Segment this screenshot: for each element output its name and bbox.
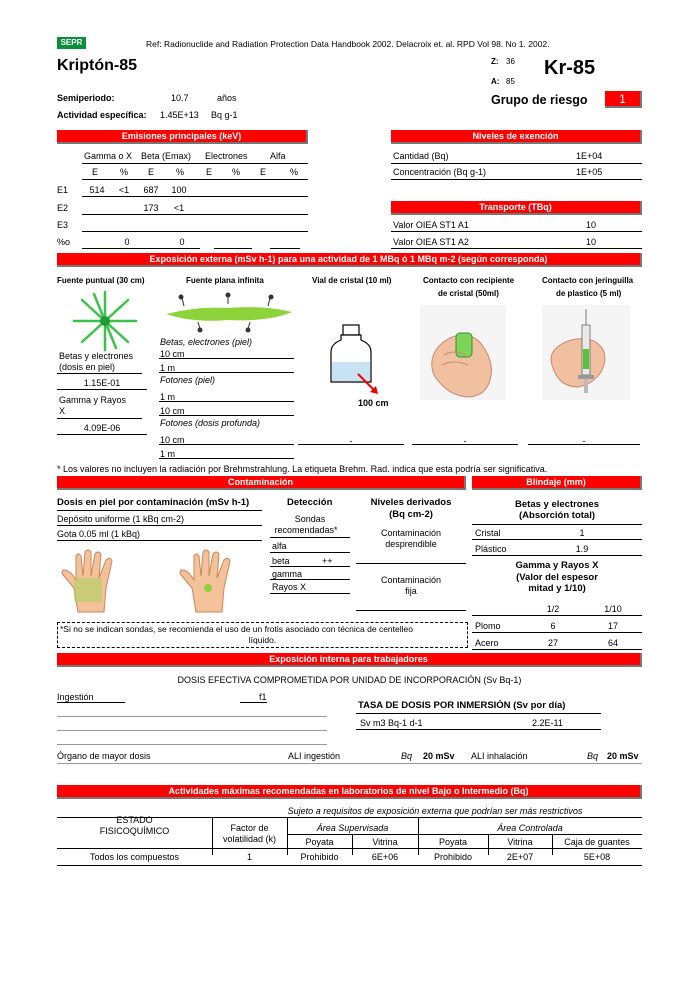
row-label: E1 [57,185,69,195]
state-label: ESTADO [116,815,153,825]
col-electrons: Electrones [205,151,248,161]
activity-label: Actividad específica: [57,110,147,120]
probes-label: Sondas [294,514,326,524]
fixed-label-2: fija [405,586,417,596]
shield-glass-label: Cristal [475,528,501,538]
shield-plastic-label: Plástico [475,544,507,554]
z-value: 36 [506,57,515,66]
cell: Prohibido [300,852,339,862]
internal-subtitle: DOSIS EFECTIVA COMPROMETIDA POR UNIDAD DE INCORPORACIÓN (Sv Bq-1) [177,675,522,685]
cell: 687 [143,185,159,195]
cell: Prohibido [433,852,473,862]
shield-lead-tenth: 17 [607,621,618,631]
hand-uniform-icon [54,548,134,614]
nuclide-symbol: Kr-85 [544,57,596,79]
shield-beta-sub: (Absorción total) [519,510,595,521]
source-vial: Vial de cristal (10 ml) [312,276,392,285]
d10-label: 10 cm [160,406,185,416]
gamma-dose-label: Gamma y Rayos [59,395,127,405]
col-poyata: Poyata [438,837,468,847]
cell: 0 [124,237,130,247]
shield-plastic-value: 1.9 [575,544,589,554]
cell: 173 [143,203,159,213]
exemption-label: Concentración (Bq g-1) [393,167,487,177]
sub-pct: % [175,167,184,177]
transport-value: 10 [586,237,597,247]
col-poyata: Poyata [305,837,334,847]
sepr-logo: SEPR [57,37,86,49]
activities-title: Actividades máximas recomendadas en laboratorios de nivel Bajo o Intermedio (Bq) [57,785,642,799]
source-plane: Fuente plana infinita [186,276,264,285]
exemption-label: Cantidad (Bq) [393,151,449,161]
immersion-value: 2.2E-11 [532,718,563,728]
controlled-area: Área Controlada [497,823,563,833]
exemption-title: Niveles de exención [391,130,642,144]
d10-label: 10 cm [160,435,185,445]
ali-ingestion-unit: Bq [401,751,413,761]
shield-half: 1/2 [546,604,560,614]
beta-dose-label: Betas y electrones [59,351,134,361]
ali-inhalation-label: ALI inhalación [471,751,528,761]
beta-dose-value: 1.15E-01 [83,378,121,388]
external-note: * Los valores no incluyen la radiación por Brehmstrahlung. La etiqueta Brehm. Rad. indica que esta podría ser significativa. [57,464,548,474]
shield-gamma-sub-2: mitad y 1/10) [528,583,586,594]
cell: 514 [89,185,105,195]
cell: <1 [173,203,185,213]
probes-label-2: recomendadas* [274,525,338,535]
half-life-label: Semiperiodo: [57,93,115,103]
hand-drop-icon [172,548,252,614]
shield-steel-label: Acero [475,638,499,648]
footnote-2: líquido. [248,635,277,645]
syringe-icon [542,305,630,400]
activities-subtitle: Sujeto a requisitos de exposición externa que podrían ser más restrictivos [287,806,583,816]
risk-label: Grupo de riesgo [491,93,588,107]
sub-e: E [91,167,98,177]
gamma-dose-value: 4.09E-06 [83,423,121,433]
cell: 5E+08 [583,852,611,862]
sub-e: E [205,167,212,177]
probe-xray: Rayos X [272,582,307,592]
shielding-title: Blindaje (mm) [472,476,642,490]
immersion-title: TASA DE DOSIS POR INMERSIÓN (Sv por día) [358,700,566,711]
ali-inhalation-value: 20 mSv [607,751,639,761]
sub-pct: % [289,167,298,177]
volatility-value: 1 [246,852,252,862]
exemption-value: 1E+04 [576,151,603,161]
sub-pct: % [231,167,240,177]
removable-label-2: desprendible [385,539,437,549]
shield-steel-tenth: 64 [607,638,618,648]
d10-label: 10 cm [160,349,185,359]
shield-tenth: 1/10 [604,604,622,614]
point-source-icon [64,290,146,352]
exemption-value: 1E+05 [576,167,603,177]
source-syringe-2: de plastico (5 ml) [556,289,622,298]
emissions-title: Emisiones principales (keV) [57,130,308,144]
col-beta: Beta (Emax) [141,151,192,161]
supervised-area: Área Supervisada [316,823,389,833]
source-container-2: de cristal (50ml) [438,289,499,298]
container-contact-icon [420,305,506,400]
compound-label: Todos los compuestos [89,852,180,862]
volatility-label-2: volatilidad (k) [222,834,277,844]
z-label: Z: [491,57,499,66]
row-label: E3 [57,220,69,230]
page-title: Kriptón-85 [57,57,137,74]
ali-inhalation-unit: Bq [587,751,599,761]
ali-ingestion-label: ALI ingestión [288,751,341,761]
col-alpha: Alfa [270,151,286,161]
cell: 100 [171,185,187,195]
internal-title: Exposición interna para trabajadores [57,653,642,667]
probe-alpha: alfa [272,541,287,551]
cell: 6E+06 [371,852,399,862]
row-label: E2 [57,203,69,213]
probe-gamma: gamma [272,569,303,579]
d1-label: 1 m [160,363,176,373]
beta-dose-label-2: (dosis en piel) [59,362,116,372]
shield-beta-title: Betas y electrones [515,499,599,510]
d1-label: 1 m [160,392,176,402]
cell: <1 [118,185,130,195]
ali-ingestion-value: 20 mSv [423,751,455,761]
row-label: %o [57,237,71,247]
ingestion-label: Ingestión [57,692,94,702]
shield-gamma-sub: (Valor del espesor [516,572,598,583]
removable-label: Contaminación [380,528,442,538]
probe-beta-mark: ++ [322,556,333,566]
risk-badge: 1 [605,91,642,108]
shield-glass-value: 1 [579,528,585,538]
sub-pct: % [119,167,128,177]
sub-e: E [259,167,266,177]
transport-title: Transporte (TBq) [391,201,642,215]
d1-label: 1 m [160,449,176,459]
activity-unit: Bq g-1 [211,110,238,120]
external-title: Exposición externa (mSv h-1) para una actividad de 1 MBq ó 1 MBq m-2 (según corresponda) [57,253,642,267]
organ-label: Órgano de mayor dosis [57,751,151,761]
probe-beta: beta [272,556,290,566]
vial-distance: 100 cm [358,398,389,408]
shield-steel-half: 27 [547,638,558,648]
activity-value: 1.45E+13 [160,110,199,120]
transport-label: Valor OIEA ST1 A2 [393,237,469,247]
container-dose: - [463,436,467,446]
fixed-label: Contaminación [380,575,442,585]
drop: Gota 0.05 ml (1 kBq) [57,529,141,539]
plane-beta-label: Betas, electrones (piel) [160,337,253,347]
source-point: Fuente puntual (30 cm) [57,276,145,285]
syringe-dose: - [582,436,586,446]
source-container: Contacto con recipiente [423,276,515,285]
plane-photon-deep-label: Fotones (dosis profunda) [160,418,261,428]
col-vitrina: Vitrina [507,837,533,847]
state-label-2: FISICOQUÍMICO [99,826,170,836]
transport-label: Valor OIEA ST1 A1 [393,220,469,230]
derived-levels-title: Niveles derivados [370,497,452,508]
half-life-value: 10.7 [171,93,189,103]
a-value: 85 [506,77,515,86]
reference: Ref: Radionuclide and Radiation Protection Data Handbook 2002. Delacroix et. al. RPD Vol 98. No 1. 2002. [146,39,550,49]
cell: 0 [179,237,185,247]
derived-levels-unit: (Bq cm-2) [389,509,433,520]
f1-label: f1 [259,692,267,702]
shield-lead-label: Plomo [475,621,501,631]
transport-value: 10 [586,220,597,230]
shield-gamma-title: Gamma y Rayos X [515,560,599,571]
sub-e: E [147,167,154,177]
shield-lead-half: 6 [550,621,556,631]
col-glovebox: Caja de guantes [564,837,630,847]
a-label: A: [491,77,500,86]
cell: 2E+07 [506,852,534,862]
vial-icon [326,322,382,402]
contamination-title: Contaminación [57,476,466,490]
volatility-label: Factor de [230,823,269,833]
skin-dose-title: Dosis en piel por contaminación (mSv h-1) [57,497,250,508]
source-syringe: Contacto con jeringuilla [542,276,634,285]
plane-photon-skin-label: Fotones (piel) [160,375,216,385]
plane-source-icon [158,292,298,334]
immersion-label: Sv m3 Bq-1 d-1 [360,718,423,728]
col-gamma: Gamma o X [84,151,133,161]
vial-dose: - [349,436,353,446]
gamma-dose-label-2: X [59,406,66,416]
footnote: *Si no se indican sondas, se recomienda el uso de un frotis asociado con técnica de centelleo [60,624,413,634]
col-vitrina: Vitrina [372,837,398,847]
detection-title: Detección [287,497,333,508]
uniform-deposit: Depósito uniforme (1 kBq cm-2) [57,514,185,524]
half-life-unit: años [217,93,237,103]
